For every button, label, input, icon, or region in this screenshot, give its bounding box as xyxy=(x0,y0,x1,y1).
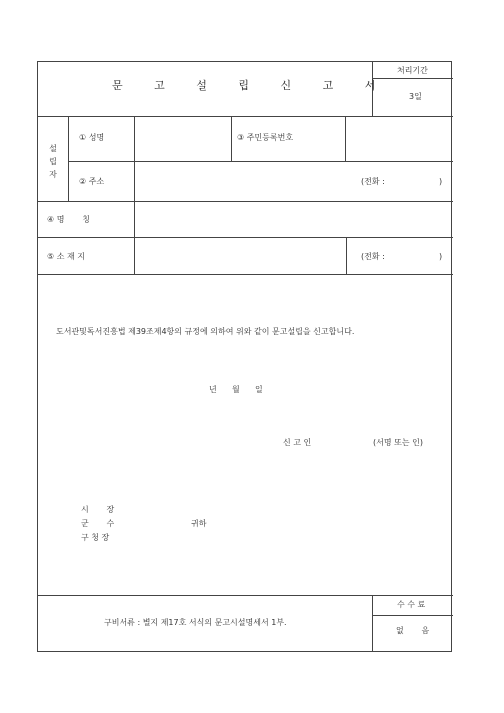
divider xyxy=(38,274,453,275)
date-line: 년 월 일 xyxy=(209,385,263,394)
report-statement: 도서관및독서진흥법 제39조제4항의 규정에 의하여 위와 같이 문고설립을 신고합니다. xyxy=(56,327,355,336)
library-phone-close: ) xyxy=(439,252,443,261)
fee-label: 수 수 료 xyxy=(397,600,426,609)
location-field[interactable] xyxy=(134,237,344,272)
divider xyxy=(231,116,232,161)
processing-period-label: 처리기간 xyxy=(397,66,428,75)
divider xyxy=(372,595,373,652)
applicant-phone-label: (전화 : xyxy=(361,177,385,186)
divider xyxy=(68,116,69,201)
library-name-label: ④ 명 칭 xyxy=(47,215,90,224)
divider xyxy=(38,595,453,596)
name-label: ① 성명 xyxy=(79,133,105,142)
address-label: ② 주소 xyxy=(79,177,105,186)
divider xyxy=(38,116,453,117)
processing-period-value: 3일 xyxy=(409,92,422,101)
fee-value: 없 음 xyxy=(396,626,430,635)
library-phone-label: (전화 : xyxy=(361,252,385,261)
form-title: 문 고 설 립 신 고 서 xyxy=(112,79,390,92)
divider xyxy=(68,161,453,162)
recipient-district-head: 구 청 장 xyxy=(81,533,110,542)
address-field[interactable] xyxy=(134,163,354,199)
recipient-county-head: 군 수 xyxy=(81,519,115,528)
applicant-section-label: 설 립 자 xyxy=(49,144,57,179)
location-label: ⑤ 소 재 지 xyxy=(47,252,85,261)
reporter-label: 신 고 인 xyxy=(283,438,312,447)
recipient-mayor: 시 장 xyxy=(81,505,115,514)
required-documents: 구비서류 : 별지 제17호 서식의 문고시설명세서 1부. xyxy=(104,618,287,627)
divider xyxy=(346,237,347,274)
applicant-phone-close: ) xyxy=(439,177,443,186)
resident-number-label: ③ 주민등록번호 xyxy=(237,133,294,142)
signature-label: (서명 또는 인) xyxy=(373,438,423,447)
honorific: 귀하 xyxy=(191,519,207,528)
library-name-field[interactable] xyxy=(134,201,451,236)
divider xyxy=(372,615,453,616)
name-field[interactable] xyxy=(134,118,230,161)
resident-number-field[interactable] xyxy=(345,118,451,161)
